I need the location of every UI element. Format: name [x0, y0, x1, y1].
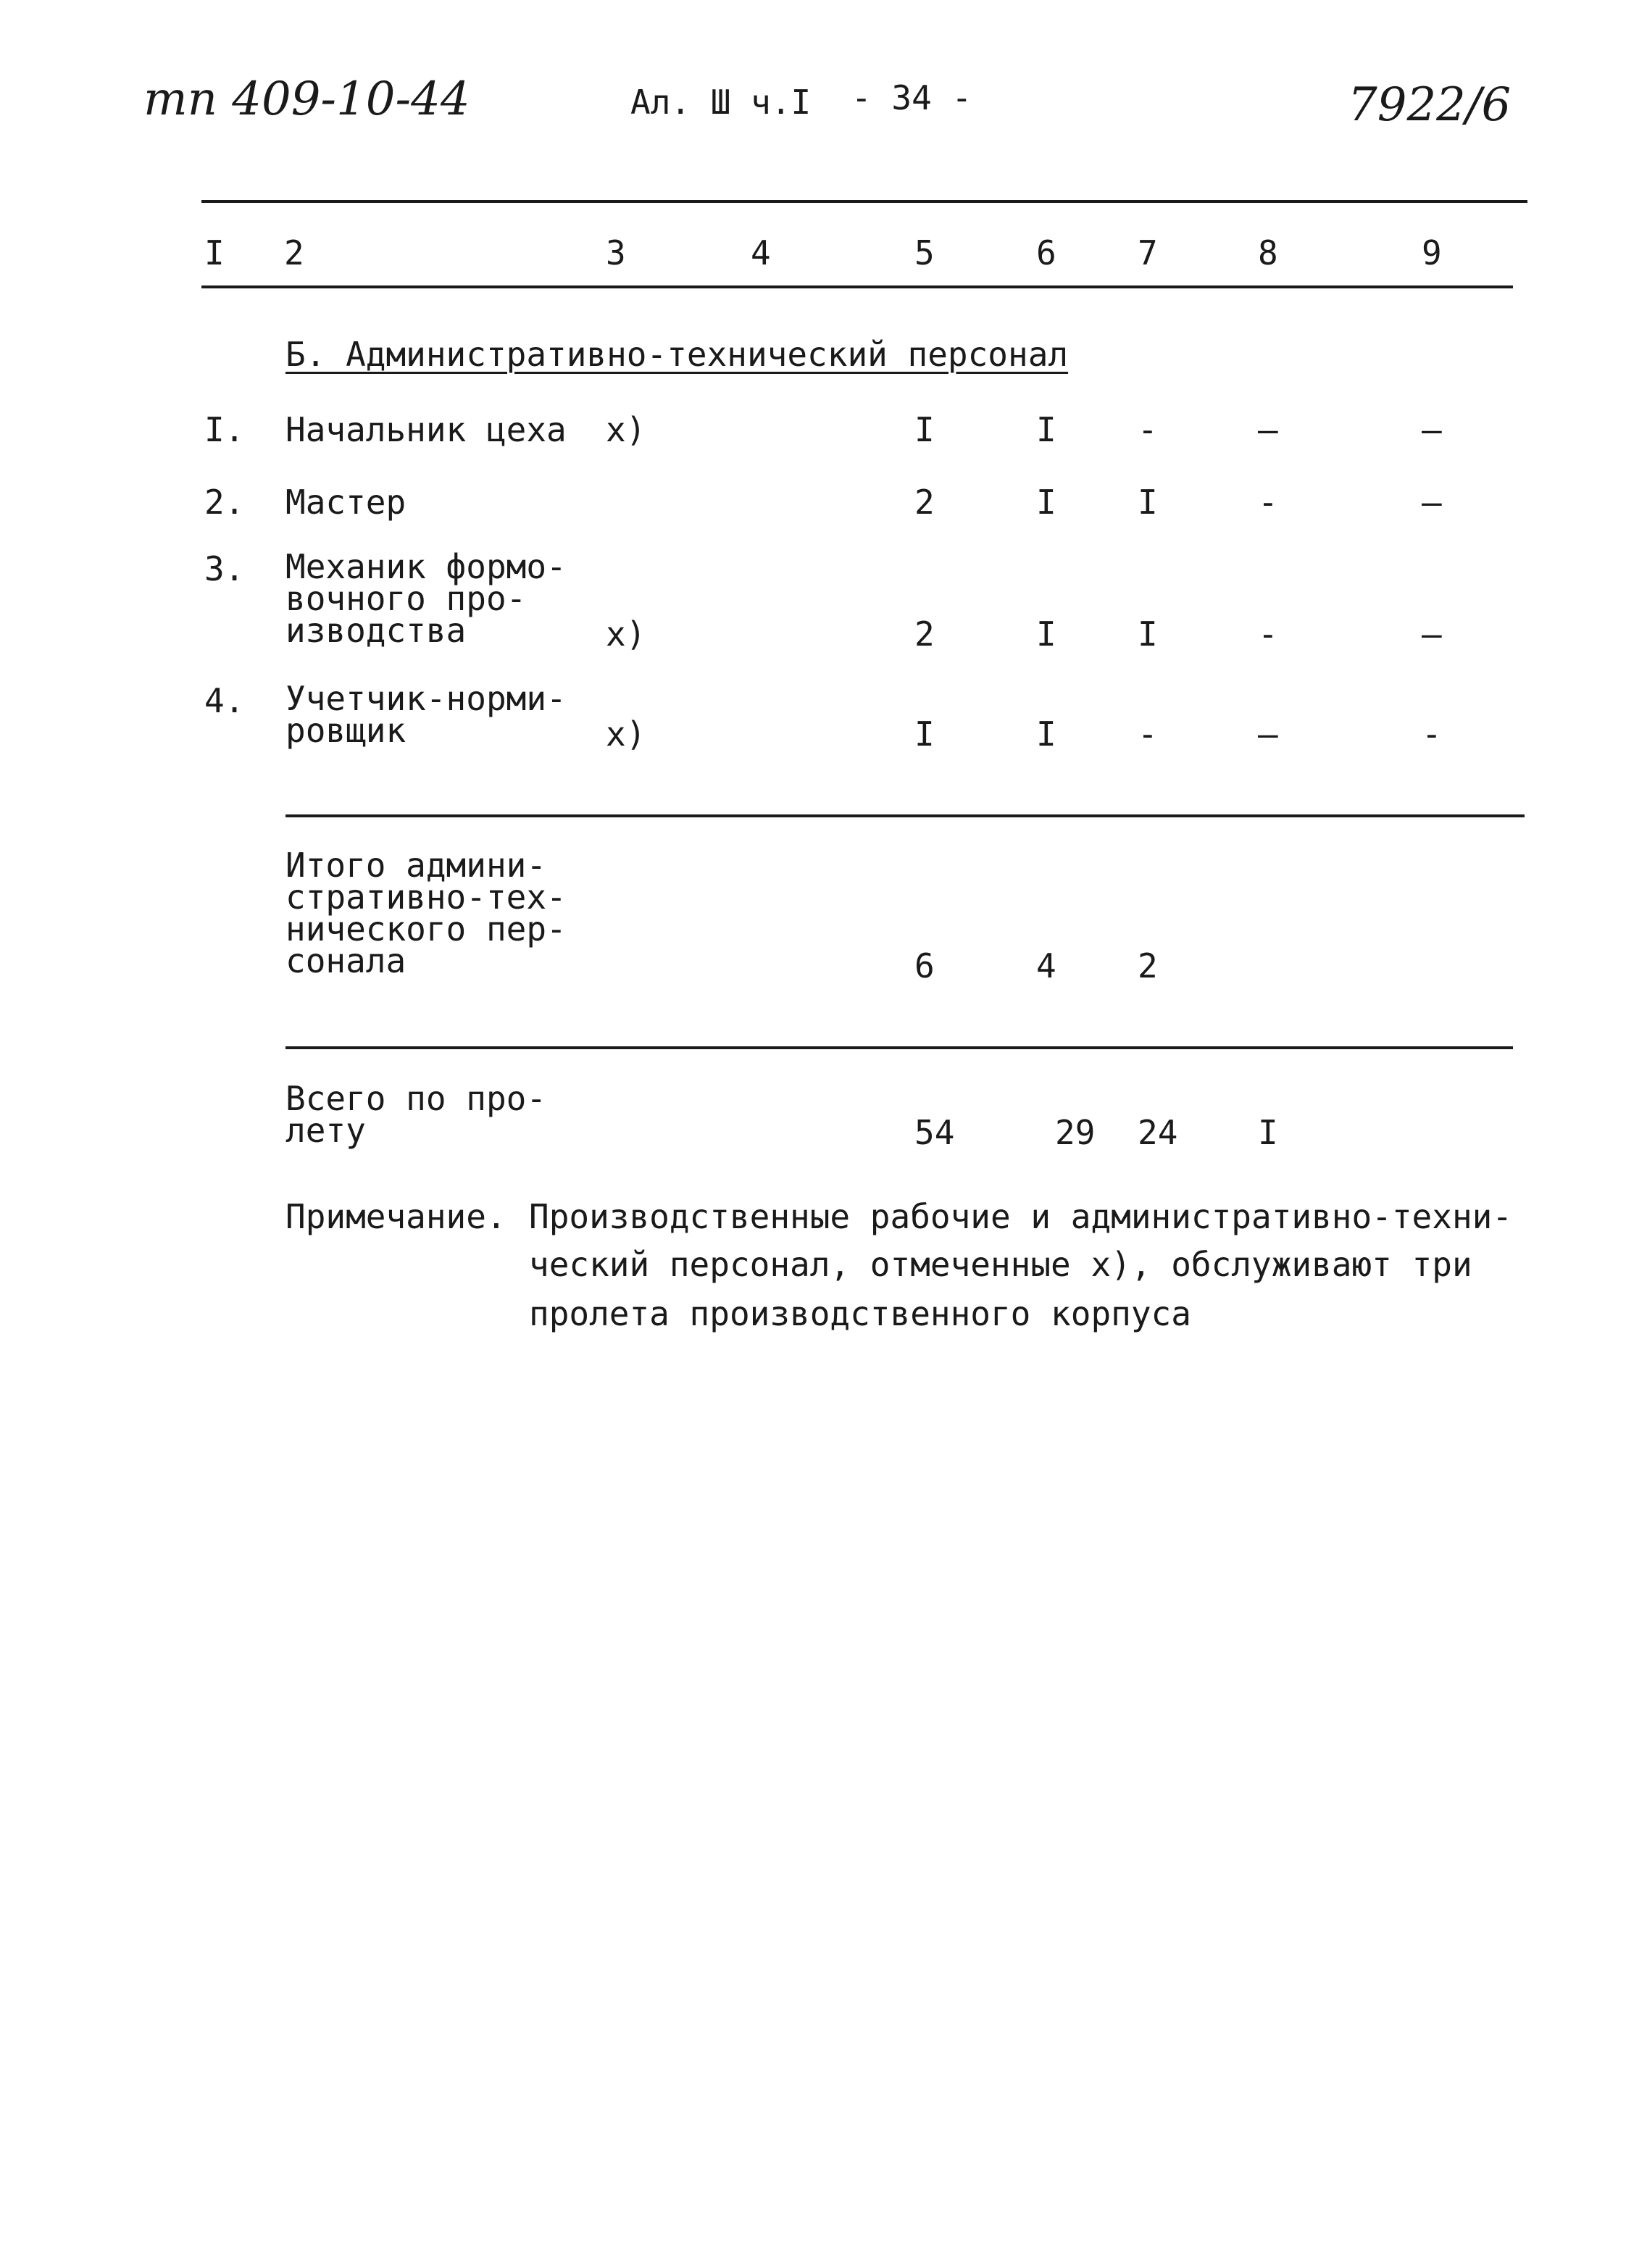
total-col7: 24 — [1138, 1113, 1178, 1152]
column-header-2: 2 — [284, 233, 304, 272]
shared-mark: x) — [606, 614, 646, 654]
cell-col9: – — [1422, 483, 1442, 522]
column-header-9: 9 — [1422, 233, 1442, 272]
total-col5: 54 — [914, 1113, 955, 1152]
cell-col8: - — [1258, 483, 1278, 522]
note-line: ческий персонал, отмеченные х), обслуживают три — [529, 1245, 1472, 1284]
subtotal-rule — [285, 814, 1525, 817]
subtotal-col7: 2 — [1138, 946, 1158, 985]
column-header-1: I — [204, 233, 225, 272]
cell-col7: I — [1138, 614, 1158, 654]
shared-mark: x) — [606, 410, 646, 449]
note-line: Производственные рабочие и административно-техни- — [529, 1197, 1513, 1236]
row-number: I. — [204, 410, 245, 449]
total-label: Всего по про- лету — [285, 1079, 547, 1150]
table-top-rule — [201, 200, 1527, 203]
cell-col5: 2 — [914, 614, 935, 654]
cell-col6: I — [1036, 714, 1056, 754]
note-line: пролета производственного корпуса — [529, 1294, 1191, 1333]
section-title — [285, 335, 1069, 374]
album-reference: Ал. Ш ч.I — [630, 83, 812, 122]
note-label: Примечание. — [285, 1197, 506, 1236]
cell-col6: I — [1036, 614, 1056, 654]
subtotal-col6: 4 — [1036, 946, 1056, 985]
cell-col6: I — [1036, 410, 1056, 449]
column-header-8: 8 — [1258, 233, 1278, 272]
cell-col8: — — [1258, 714, 1278, 754]
cell-col8: - — [1258, 614, 1278, 654]
column-header-3: 3 — [606, 233, 626, 272]
page-number: - 34 - — [851, 78, 972, 117]
column-header-4: 4 — [751, 233, 771, 272]
row-number: 4. — [204, 681, 245, 720]
cell-col6: I — [1036, 483, 1056, 522]
position-name: Механик формо- вочного про- изводства — [285, 547, 567, 650]
cell-col5: I — [914, 410, 935, 449]
cell-col9: - — [1422, 714, 1442, 754]
position-name: Начальник цеха — [285, 410, 567, 449]
cell-col9: — — [1422, 614, 1442, 654]
row-number: 2. — [204, 483, 245, 522]
row-number: 3. — [204, 549, 245, 588]
archive-number: 7922/6 — [1348, 78, 1512, 132]
cell-col8: – — [1258, 410, 1278, 449]
cell-col5: I — [914, 714, 935, 754]
position-name: Мастер — [285, 483, 406, 522]
subtotal-label: Итого админи- стративно-тех- нического пер- сонала — [285, 846, 567, 980]
total-col6: 29 — [1055, 1113, 1096, 1152]
subtotal-col5: 6 — [914, 946, 935, 985]
cell-col9: – — [1422, 410, 1442, 449]
shared-mark: x) — [606, 714, 646, 754]
document-code: тп 409-10-44 — [143, 72, 470, 126]
column-header-7: 7 — [1138, 233, 1158, 272]
column-header-6: 6 — [1036, 233, 1056, 272]
cell-col5: 2 — [914, 483, 935, 522]
cell-col7: - — [1138, 410, 1158, 449]
cell-col7: I — [1138, 483, 1158, 522]
column-header-5: 5 — [914, 233, 935, 272]
total-rule — [285, 1046, 1513, 1049]
cell-col7: - — [1138, 714, 1158, 754]
header-bottom-rule — [201, 285, 1513, 288]
position-name: Учетчик-норми- ровщик — [285, 679, 567, 750]
total-col8: I — [1258, 1113, 1278, 1152]
section-title-text: Б. Административно-технический персонал — [285, 335, 1069, 374]
